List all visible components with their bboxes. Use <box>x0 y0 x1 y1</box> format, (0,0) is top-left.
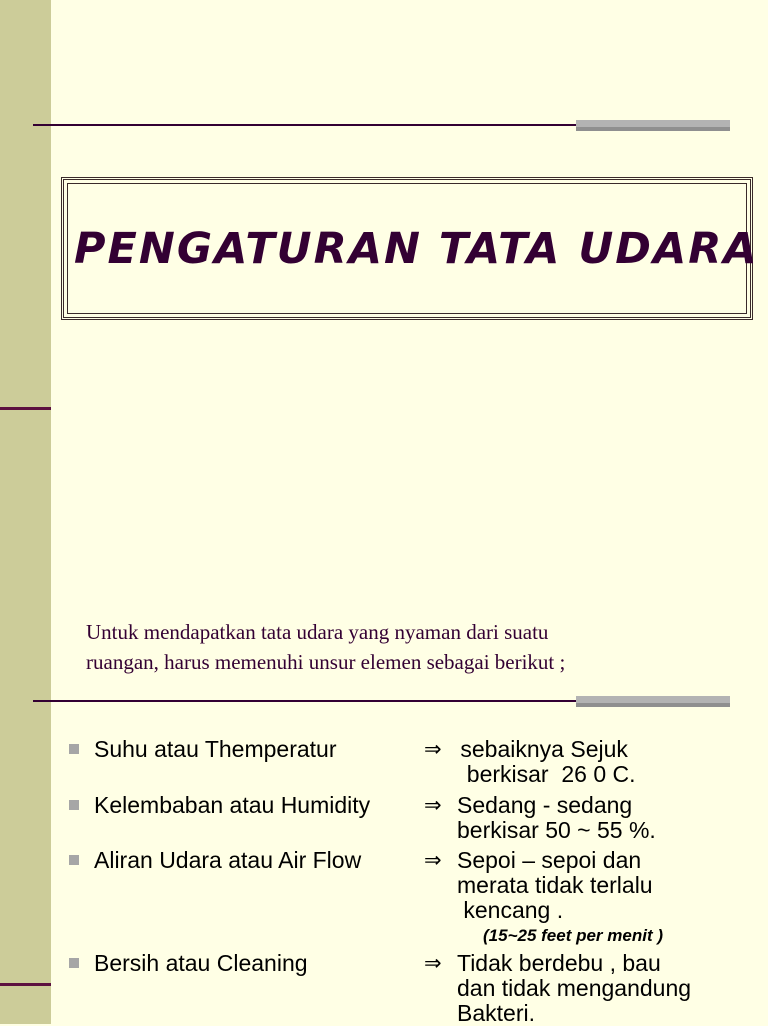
implies-arrow-icon: ⇒ <box>424 793 442 817</box>
item-label: Bersih atau Cleaning <box>94 950 308 976</box>
bullet-square-icon <box>69 958 79 968</box>
sidebar-accent <box>0 0 51 576</box>
item-value-line: sebaiknya Sejuk <box>454 736 628 762</box>
bullet-square-icon <box>69 744 79 754</box>
implies-arrow-icon: ⇒ <box>424 848 442 872</box>
item-label: Kelembaban atau Humidity <box>94 792 371 818</box>
sidebar-stub <box>0 983 51 986</box>
header-rule <box>33 700 576 702</box>
air-flow-note: (15~25 feet per menit ) <box>483 926 663 945</box>
item-value-line: Tidak berdebu , bau <box>457 950 661 976</box>
item-value-line: Sedang - sedang <box>457 792 633 818</box>
item-value-line: Sepoi – sepoi dan <box>457 847 642 873</box>
item-value-line: merata tidak terlalu <box>457 872 653 898</box>
item-value-line: berkisar 26 0 C. <box>454 761 636 787</box>
intro-line-2: ruangan, harus memenuhi unsur elemen sebagai berikut ; <box>86 650 566 674</box>
item-value-line: dan tidak mengandung <box>457 975 692 1001</box>
bullet-square-icon <box>69 855 79 865</box>
sidebar-accent <box>0 576 51 1024</box>
implies-arrow-icon: ⇒ <box>424 951 442 975</box>
intro-line-1: Untuk mendapatkan tata udara yang nyaman dari suatu <box>86 620 549 644</box>
item-value-line: Bakteri. <box>457 1000 535 1026</box>
header-accent-bar <box>576 120 730 131</box>
item-value-line: berkisar 50 ~ 55 %. <box>457 817 656 843</box>
slide-title: PENGATURAN TATA UDARA <box>74 224 759 274</box>
header-accent-bar <box>576 696 730 707</box>
item-value-line: kencang . <box>457 897 564 923</box>
intro-paragraph <box>86 617 726 677</box>
implies-arrow-icon: ⇒ <box>424 737 442 761</box>
item-label: Aliran Udara atau Air Flow <box>94 847 362 873</box>
bullet-square-icon <box>69 800 79 810</box>
header-rule <box>33 124 576 126</box>
item-label: Suhu atau Themperatur <box>94 736 337 762</box>
sidebar-stub <box>0 407 51 410</box>
